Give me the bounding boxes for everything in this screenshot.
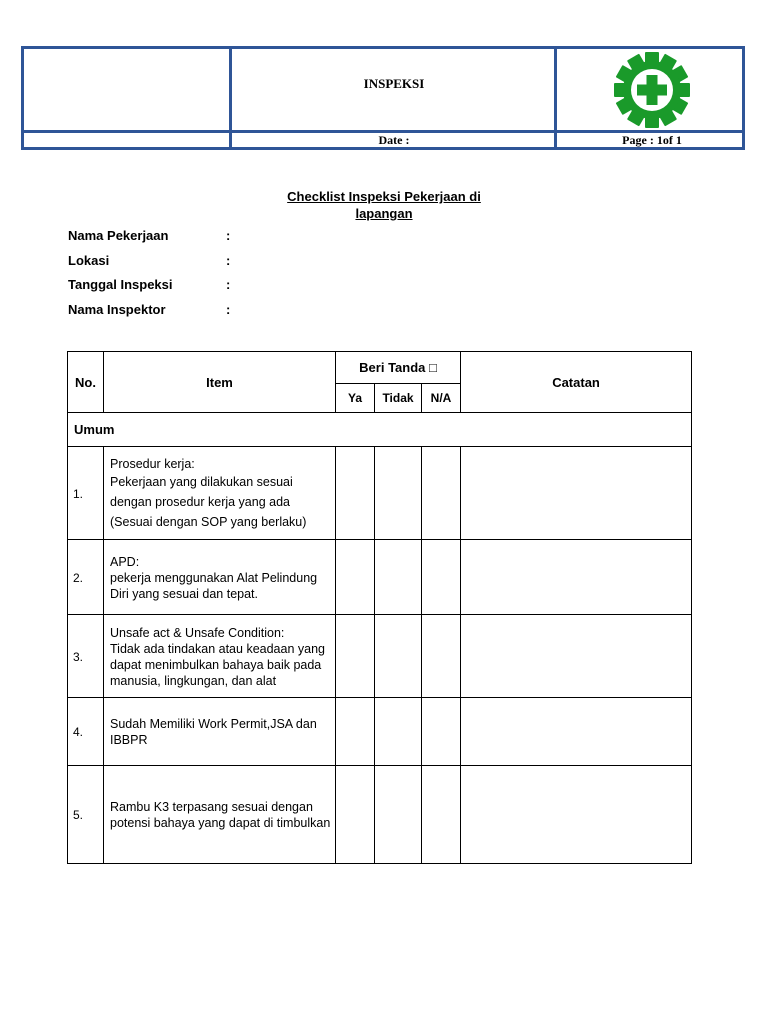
header-title: INSPEKSI [363,76,425,91]
field-colon: : [226,253,231,268]
row-item [104,698,336,766]
row-number: 5. [68,766,104,864]
header-no: No. [68,352,104,413]
field-label-nama-inspektor: Nama Inspektor [68,302,166,317]
header-na: N/A [422,384,461,413]
check-ya-cell[interactable] [336,540,375,615]
item-title: Prosedur kerja: [110,456,195,471]
check-na-cell[interactable] [422,447,461,540]
field-label-tanggal-inspeksi: Tanggal Inspeksi [68,277,173,292]
k3-gear-cross-logo-icon [599,51,705,129]
item-description: pekerja menggunakan Alat Pelindung Diri yang sesuai dan tepat. [110,570,318,601]
check-ya-cell[interactable] [336,447,375,540]
section-row [68,413,692,447]
check-tidak-cell[interactable] [375,540,422,615]
document-title-line2: lapangan [355,206,413,221]
header-date-label: Date : [378,133,410,147]
check-na-cell[interactable] [422,698,461,766]
header-ya: Ya [336,384,375,413]
table-row [68,447,692,540]
check-ya-cell[interactable] [336,698,375,766]
row-number: 3. [68,615,104,698]
row-number: 4. [68,698,104,766]
check-tidak-cell[interactable] [375,447,422,540]
document-title-line1: Checklist Inspeksi Pekerjaan di [287,189,481,204]
header-item: Item [104,352,336,413]
header-beri-tanda: Beri Tanda □ [336,352,461,384]
document-title [234,188,534,222]
item-title: Unsafe act & Unsafe Condition: [110,625,285,640]
row-item [104,540,336,615]
item-title: Sudah Memiliki Work Permit,JSA dan IBBPR [110,717,317,747]
field-label-nama-pekerjaan: Nama Pekerjaan [68,228,169,243]
item-title: APD: [110,554,140,569]
field-colon: : [226,302,231,317]
item-description: Tidak ada tindakan atau keadaan yang dapat menimbulkan bahaya baik pada manusia, lingkungan, dan alat [110,641,325,688]
check-tidak-cell[interactable] [375,615,422,698]
catatan-cell[interactable] [461,540,692,615]
check-na-cell[interactable] [422,540,461,615]
header-tidak: Tidak [375,384,422,413]
document-header [21,46,745,150]
catatan-cell[interactable] [461,615,692,698]
item-description: Pekerjaan yang dilakukan sesuai dengan prosedur kerja yang ada (Sesuai dengan SOP yang berlaku) [110,474,307,529]
header-catatan: Catatan [461,352,692,413]
check-tidak-cell[interactable] [375,766,422,864]
table-row [68,540,692,615]
check-ya-cell[interactable] [336,615,375,698]
table-header-row [68,352,692,384]
header-page-label: Page : 1of 1 [622,133,682,147]
check-na-cell[interactable] [422,766,461,864]
row-item [104,615,336,698]
catatan-cell[interactable] [461,447,692,540]
check-ya-cell[interactable] [336,766,375,864]
catatan-cell[interactable] [461,698,692,766]
field-colon: : [226,277,231,292]
field-colon: : [226,228,231,243]
row-number: 2. [68,540,104,615]
row-item [104,447,336,540]
table-row [68,766,692,864]
check-na-cell[interactable] [422,615,461,698]
table-row [68,615,692,698]
table-row [68,698,692,766]
row-item [104,766,336,864]
check-tidak-cell[interactable] [375,698,422,766]
item-title: Rambu K3 terpasang sesuai dengan potensi bahaya yang dapat di timbulkan [110,800,331,830]
checklist-table [67,351,692,864]
row-number: 1. [68,447,104,540]
field-label-lokasi: Lokasi [68,253,110,268]
section-umum: Umum [68,413,692,447]
catatan-cell[interactable] [461,766,692,864]
